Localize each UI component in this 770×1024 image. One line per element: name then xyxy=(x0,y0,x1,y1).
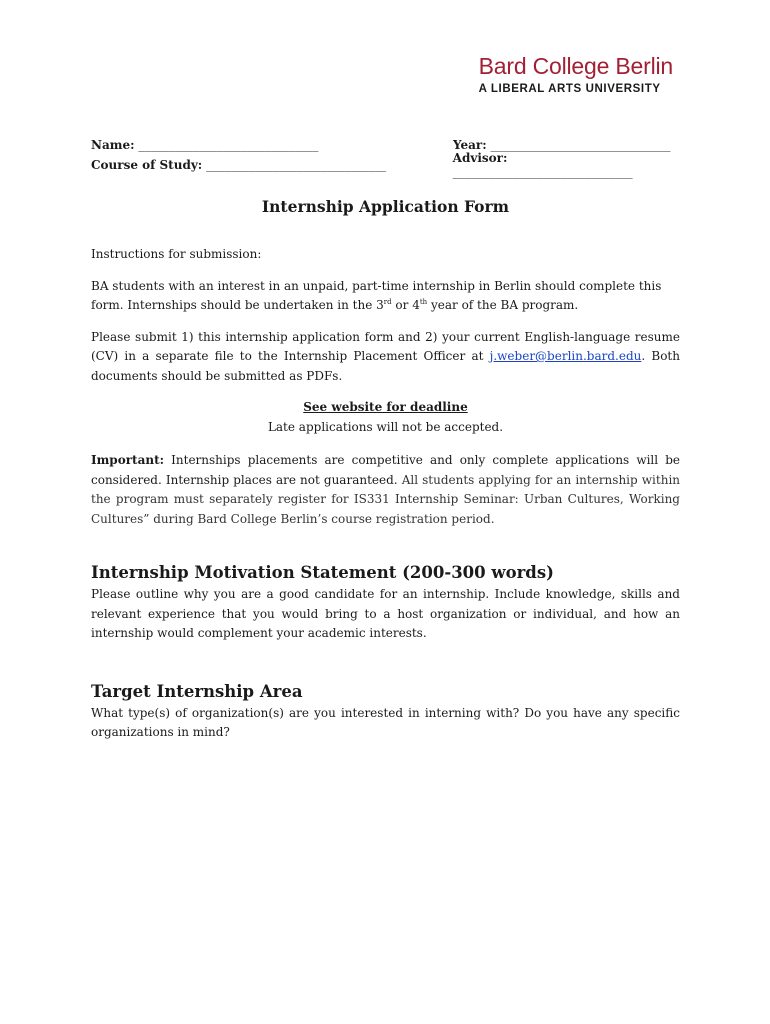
advisor-line: ______________________________ xyxy=(452,165,633,179)
instructions-heading: Instructions for submission: xyxy=(91,247,262,261)
target-area-text: What type(s) of organization(s) are you interested in interning with? Do you have any specific organizations in mind? xyxy=(91,705,680,739)
advisor-field[interactable] xyxy=(453,151,691,179)
important-text-seminar: All students applying for an internship within the program must separately register for IS331 Internship Seminar: Urban Cultures, Working Cultures” during Bard College Berlin’s course registration period. xyxy=(91,472,681,526)
important-text: Internships placements are competitive and only complete applications will be considered. Internship places are not guaranteed. xyxy=(91,453,680,487)
name-label: Name: xyxy=(91,138,135,152)
email-link[interactable]: j.weber@berlin.bard.edu xyxy=(489,349,642,363)
year-label: Year: xyxy=(453,138,487,152)
course-field[interactable] xyxy=(91,158,453,172)
deadline-block xyxy=(91,398,680,437)
eligibility-text-c: year of the BA program. xyxy=(427,298,579,312)
name-line: ______________________________ xyxy=(134,138,319,152)
form-title: Internship Application Form xyxy=(261,197,510,216)
eligibility-paragraph xyxy=(91,277,680,316)
college-logo xyxy=(479,52,673,96)
motivation-section xyxy=(91,561,680,644)
form-content xyxy=(91,196,680,755)
late-note: Late applications will not be accepted. xyxy=(267,419,504,434)
name-field[interactable] xyxy=(91,138,453,152)
motivation-heading: Internship Motivation Statement (200-300 words) xyxy=(91,563,554,582)
eligibility-text-b: or 4 xyxy=(391,298,420,312)
motivation-text: Please outline why you are a good candidate for an internship. Include knowledge, skills and relevant experience that you would bring to a host organization or individual, and how an internship would complement your academic interests. xyxy=(91,587,680,640)
logo-tagline: A LIBERAL ARTS UNIVERSITY xyxy=(478,83,661,95)
year-line: ______________________________ xyxy=(486,138,671,152)
fields-row-2 xyxy=(91,151,691,179)
important-label: Important: xyxy=(91,453,165,467)
submission-paragraph xyxy=(91,328,680,387)
eligibility-text-a: BA students with an interest in an unpaid, part-time internship in Berlin should complete this form. Internships should be undertaken in the 3 xyxy=(91,278,662,312)
important-paragraph xyxy=(91,451,680,529)
ordinal-th: th xyxy=(419,298,428,306)
deadline-link[interactable]: See website for deadline xyxy=(303,400,468,414)
course-label: Course of Study: xyxy=(91,158,203,172)
ordinal-rd: rd xyxy=(383,298,392,306)
submission-text-b: . Both documents should be submitted as PDFs. xyxy=(91,349,680,383)
advisor-label: Advisor: xyxy=(452,151,508,165)
logo-brand: Bard College Berlin xyxy=(478,53,673,79)
submission-text-a: Please submit 1) this internship application form and 2) your current English-language resume (CV) in a separate file to the Internship Placement Officer at xyxy=(91,329,680,363)
year-field[interactable] xyxy=(453,138,671,152)
target-area-section xyxy=(91,680,680,743)
course-line: ______________________________ xyxy=(202,158,387,172)
target-area-heading: Target Internship Area xyxy=(91,681,303,701)
student-info-fields xyxy=(91,135,691,179)
